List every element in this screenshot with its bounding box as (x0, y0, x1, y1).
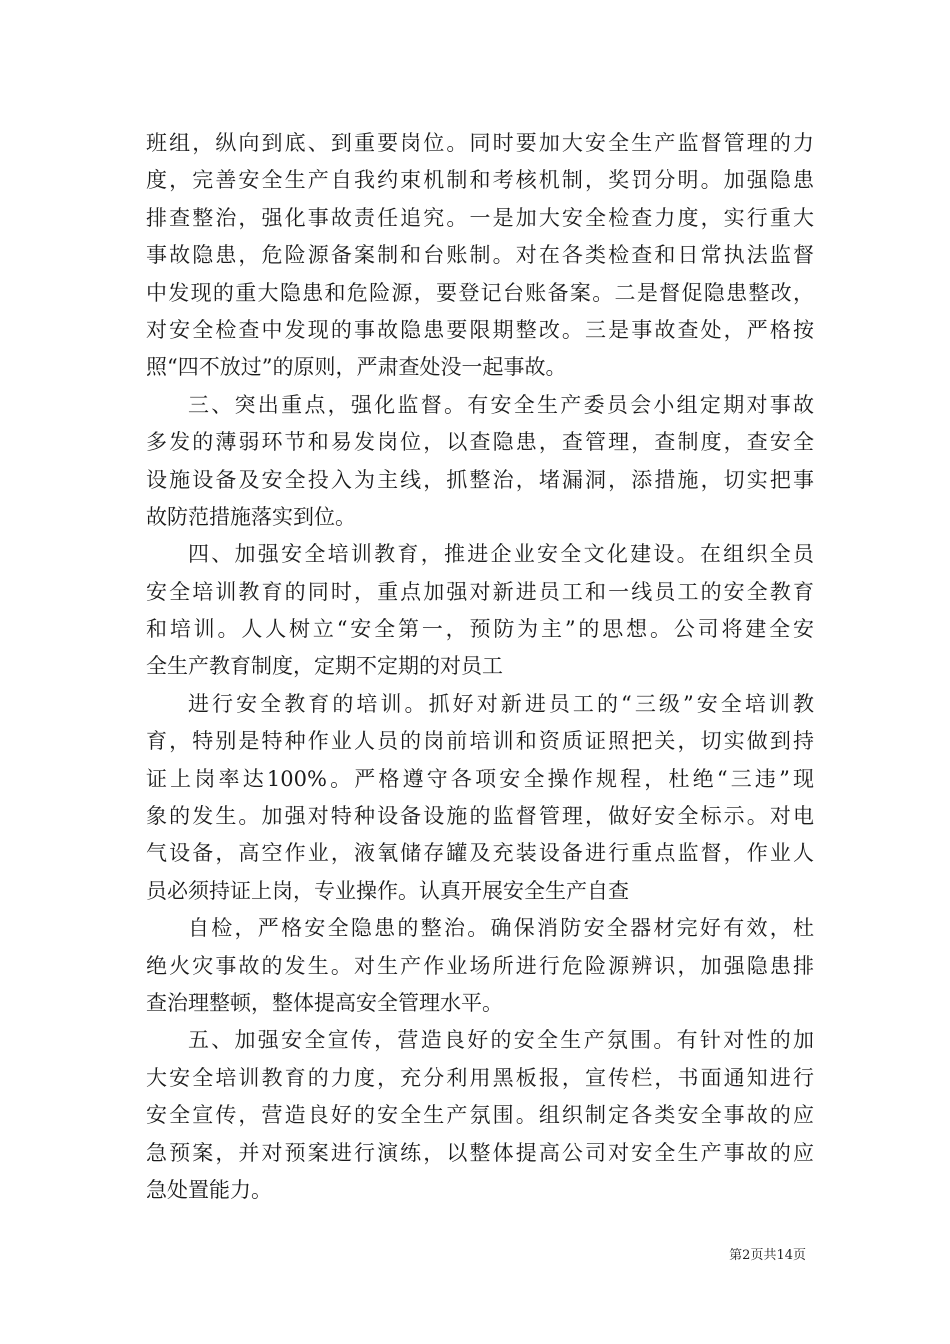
text-line: 查治理整顿，整体提高安全管理水平。 (146, 990, 503, 1015)
text-line: 中发现的重大隐患和危险源，要登记台账备案。二是督促隐患整改， (146, 280, 814, 305)
text-line: 排查整治，强化事故责任追究。一是加大安全检查力度，实行重大 (146, 205, 814, 230)
text-line: 度，完善安全生产自我约束机制和考核机制，奖罚分明。加强隐患 (146, 168, 814, 193)
text-line: 进行安全教育的培训。抓好对新进员工的“三级”安全培训教 (188, 691, 814, 716)
paragraph (146, 686, 814, 910)
text-line: 照“四不放过”的原则，严肃查处没一起事故。 (146, 355, 567, 380)
text-line: 大安全培训教育的力度，充分利用黑板报，宣传栏，书面通知进行 (146, 1065, 814, 1090)
document-body (146, 125, 814, 1209)
text-line: 设施设备及安全投入为主线，抓整治，堵漏洞，添措施，切实把事 (146, 467, 814, 492)
paragraph (146, 125, 814, 387)
text-line: 育，特别是特种作业人员的岗前培训和资质证照把关，切实做到持 (146, 729, 814, 754)
page-number-footer: 第2页共14页 (729, 1248, 806, 1263)
text-line: 全生产教育制度，定期不定期的对员工 (146, 654, 503, 679)
text-line: 急处置能力。 (146, 1177, 272, 1202)
paragraph (146, 1022, 814, 1209)
text-line: 象的发生。加强对特种设备设施的监督管理，做好安全标示。对电 (146, 804, 814, 829)
text-line: 四、加强安全培训教育，推进企业安全文化建设。在组织全员 (188, 542, 814, 567)
text-line: 安全宣传，营造良好的安全生产氛围。组织制定各类安全事故的应 (146, 1103, 814, 1128)
text-line: 五、加强安全宣传，营造良好的安全生产氛围。有针对性的加 (188, 1028, 814, 1053)
text-line: 员必须持证上岗，专业操作。认真开展安全生产自查 (146, 878, 629, 903)
text-line: 安全培训教育的同时，重点加强对新进员工和一线员工的安全教育 (146, 579, 814, 604)
text-line: 证上岗率达100%。严格遵守各项安全操作规程，杜绝“三违”现 (146, 766, 814, 791)
text-line: 故防范措施落实到位。 (146, 504, 356, 529)
text-line: 班组，纵向到底、到重要岗位。同时要加大安全生产监督管理的力 (146, 131, 814, 155)
text-line: 绝火灾事故的发生。对生产作业场所进行危险源辨识，加强隐患排 (146, 953, 814, 978)
paragraph (146, 536, 814, 686)
paragraph (146, 910, 814, 1022)
text-line: 和培训。人人树立“安全第一，预防为主”的思想。公司将建全安 (146, 617, 814, 642)
text-line: 气设备，高空作业，液氧储存罐及充装设备进行重点监督，作业人 (146, 841, 814, 866)
text-line: 事故隐患，危险源备案制和台账制。对在各类检查和日常执法监督 (146, 243, 814, 268)
text-line: 三、突出重点，强化监督。有安全生产委员会小组定期对事故 (188, 392, 814, 417)
paragraph (146, 387, 814, 537)
text-line: 多发的薄弱环节和易发岗位，以查隐患，查管理，查制度，查安全 (146, 430, 814, 455)
text-line: 对安全检查中发现的事故隐患要限期整改。三是事故查处，严格按 (146, 317, 814, 342)
text-line: 急预案，并对预案进行演练，以整体提高公司对安全生产事故的应 (146, 1140, 814, 1165)
text-line: 自检，严格安全隐患的整治。确保消防安全器材完好有效，杜 (188, 916, 814, 941)
